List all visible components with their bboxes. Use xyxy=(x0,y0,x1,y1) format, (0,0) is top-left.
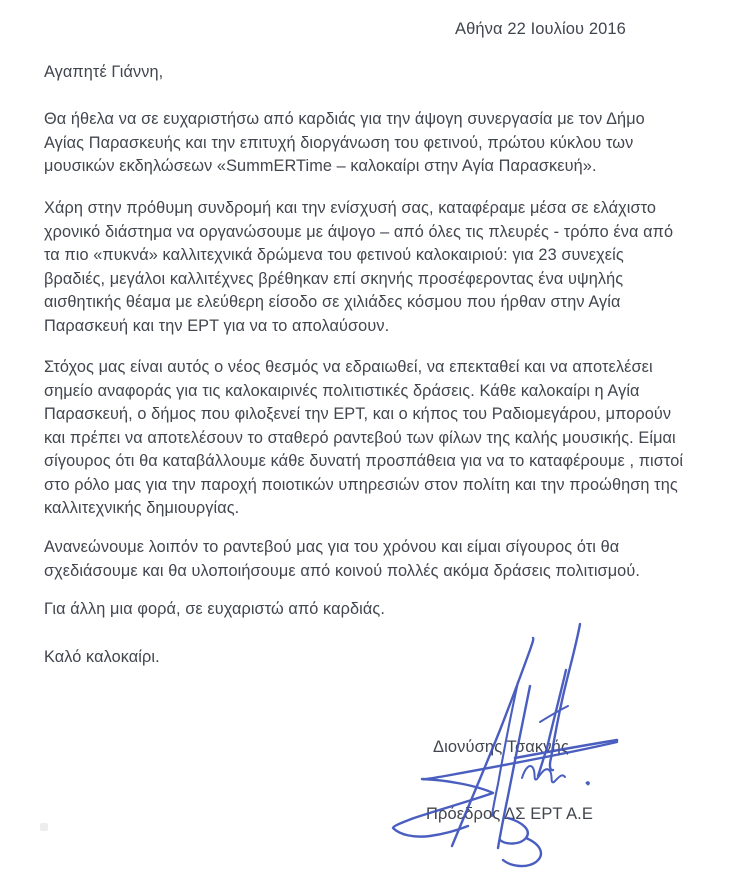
paragraph-4: Ανανεώνουμε λοιπόν το ραντεβού μας για του χρόνου και είμαι σίγουρος ότι θα σχεδιάσουμε και θα υλοποιήσουμε από κοινού πολλές ακόμα δράσεις πολιτισμού. xyxy=(44,538,640,580)
greeting: Αγαπητέ Γιάννη, xyxy=(44,63,164,81)
signatory-name: Διονύσης Τσακνής xyxy=(433,738,569,756)
handwritten-signature-icon xyxy=(390,608,630,882)
signature-strokes xyxy=(393,624,617,866)
signatory-title: Πρόεδρος ΔΣ ΕΡΤ Α.Ε xyxy=(426,805,593,823)
thanks-line: Για άλλη μια φορά, σε ευχαριστώ από καρδιάς. xyxy=(44,600,385,618)
paragraph-3: Στόχος μας είναι αυτός ο νέος θεσμός να εδραιωθεί, να επεκταθεί και να αποτελέσει σημείο αναφοράς για τις καλοκαιρινές πολιτιστικές δράσεις. Κάθε καλοκαίρι η Αγία Παρασκευή, ο δήμος που φιλοξενεί την ΕΡΤ, και ο κήπος του Ραδιομεγάρου, μπορούν και πρέπει να αποτελέσουν το σταθερό ραντεβού των φίλων της καλής μουσικής. Είμαι σίγουρος ότι θα καταβάλλουμε κάθε δυνατή προσπάθεια για να το καταφέρουμε , πιστοί στο ρόλο μας για την παροχή ποιοτικών υπηρεσιών στον πολίτη και την προώθηση της καλλιτεχνικής δημιουργίας. xyxy=(44,358,684,517)
paragraph-2: Χάρη στην πρόθυμη συνδρομή και την ενίσχυσή σας, καταφέραμε μέσα σε ελάχιστο χρονικό διάστημα να οργανώσουμε με άψογο – από όλες τις πλευρές - τρόπο ένα από τα πιο «πυκνά» καλλιτεχνικά δρώμενα του φετινού καλοκαιριού: για 23 συνεχείς βραδιές, μεγάλοι καλλιτέχνες βρέθηκαν επί σκηνής προσέφεροντας ένα υψηλής αισθητικής θέαμα με ελεύθερη είσοδο σε χιλιάδες κόσμου που ήρθαν στην Αγία Παρασκευή και την ΕΡΤ για να το απολαύσουν. xyxy=(44,199,674,335)
paragraph-1: Θα ήθελα να σε ευχαριστήσω από καρδιάς για την άψογη συνεργασία με τον Δήμο Αγίας Παρασκευής και την επιτυχή διοργάνωση του φετινού, πρώτου κύκλου των μουσικών εκδηλώσεων «SummERTime – καλοκαίρι στην Αγία Παρασκευή». xyxy=(44,110,645,175)
scan-artifact-dot xyxy=(40,823,48,831)
date-line: Αθήνα 22 Ιουλίου 2016 xyxy=(455,20,626,38)
closing-line: Καλό καλοκαίρι. xyxy=(44,648,160,666)
